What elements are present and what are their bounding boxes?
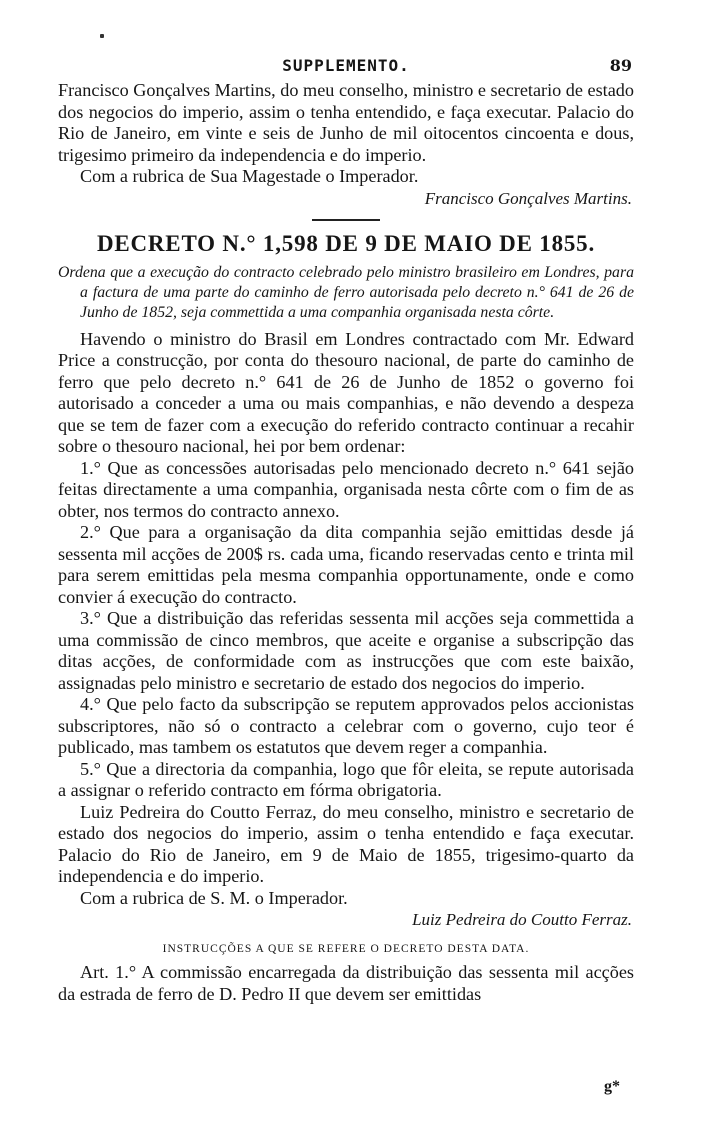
previous-decree-rubric: Com a rubrica de Sua Magestade o Imperador.: [80, 166, 419, 186]
decree-article-3: 3.° Que a distribuição das referidas sessenta mil acções seja commettida a uma commissão de cinco membros, que aceite e organise a subscripção das ditas acções, de conformidade com as instrucções que com este baixão, assignadas pelo ministro e secretario de estado dos negocios do imperio.: [58, 608, 634, 693]
stray-ink-mark: [100, 34, 104, 38]
section-divider: [312, 219, 380, 221]
decree-summary: Ordena que a execução do contracto celebrado pelo ministro brasileiro em Londres, para a factura de uma parte do caminho de ferro autorisada pelo decreto n.° 641 de 26 de Junho de 1852, seja commettida a uma companhia organisada nesta côrte.: [58, 263, 634, 321]
instructions-article-1: Art. 1.° A commissão encarregada da distribuição das sessenta mil acções da estrada de ferro de D. Pedro II que devem ser emittidas: [58, 962, 634, 1004]
decree-article-4: 4.° Que pelo facto da subscripção se reputem approvados pelos accionistas subscriptores, não só o contracto a celebrar com o governo, cujo teor é publicado, mas tambem os estatutos que devem reger a companhia.: [58, 694, 634, 757]
decree-article-5: 5.° Que a directoria da companhia, logo que fôr eleita, se repute autorisada a assignar o referido contracto em fórma obrigatoria.: [58, 758, 634, 800]
page-number: 89: [609, 56, 632, 75]
decree-closing: Luiz Pedreira do Coutto Ferraz, do meu conselho, ministro e secretario de estado dos negocios do imperio, assim o tenha entendido e faça executar. Palacio do Rio de Janeiro, em 9 de Maio de 1855, trigesimo-quarto da independencia e do imperio.: [58, 801, 634, 886]
instructions-heading: INSTRUCÇÕES A QUE SE REFERE O DECRETO DESTA DATA.: [162, 943, 530, 955]
decree-signature: Luiz Pedreira do Coutto Ferraz.: [412, 910, 632, 929]
page-header: [60, 56, 632, 80]
printer-signature-mark: g*: [604, 1078, 620, 1095]
previous-decree-closing: Francisco Gonçalves Martins, do meu conselho, ministro e secretario de estado dos negocios do imperio, assim o tenha entendido, e faça executar. Palacio do Rio de Janeiro, em vinte e seis de Junho de mil oitocentos cincoenta e dous, trigesimo primeiro da independencia e do imperio.: [58, 80, 634, 165]
decree-title: DECRETO N.° 1,598 DE 9 DE MAIO DE 1855.: [96, 230, 596, 256]
decree-article-1: 1.° Que as concessões autorisadas pelo mencionado decreto n.° 641 sejão feitas directamente a uma companhia, organisada nesta côrte com o fim de as obter, nos termos do contracto annexo.: [58, 457, 634, 521]
running-title: SUPPLEMENTO.: [282, 56, 410, 75]
decree-article-2: 2.° Que para a organisação da dita companhia sejão emittidas desde já sessenta mil acções de 200$ rs. cada uma, ficando reservadas cento e trinta mil para serem emittidas pela mesma companhia opportunamente, onde e como convier á execução do contracto.: [58, 522, 634, 607]
previous-decree-signature: Francisco Gonçalves Martins.: [424, 188, 632, 208]
decree-rubric: Com a rubrica de S. M. o Imperador.: [80, 887, 348, 908]
page-content: [58, 80, 634, 1005]
decree-preamble: Havendo o ministro do Brasil em Londres contractado com Mr. Edward Price a construcção, por conta do thesouro nacional, de parte do caminho de ferro que pelo decreto n.° 641 de 26 de Junho de 1852 o governo foi autorisado a conceder a uma ou mais companhias, e não devendo a despeza que se tem de fazer com a execução do referido contracto continuar a recahir sobre o thesouro nacional, hei por bem ordenar:: [58, 328, 634, 456]
